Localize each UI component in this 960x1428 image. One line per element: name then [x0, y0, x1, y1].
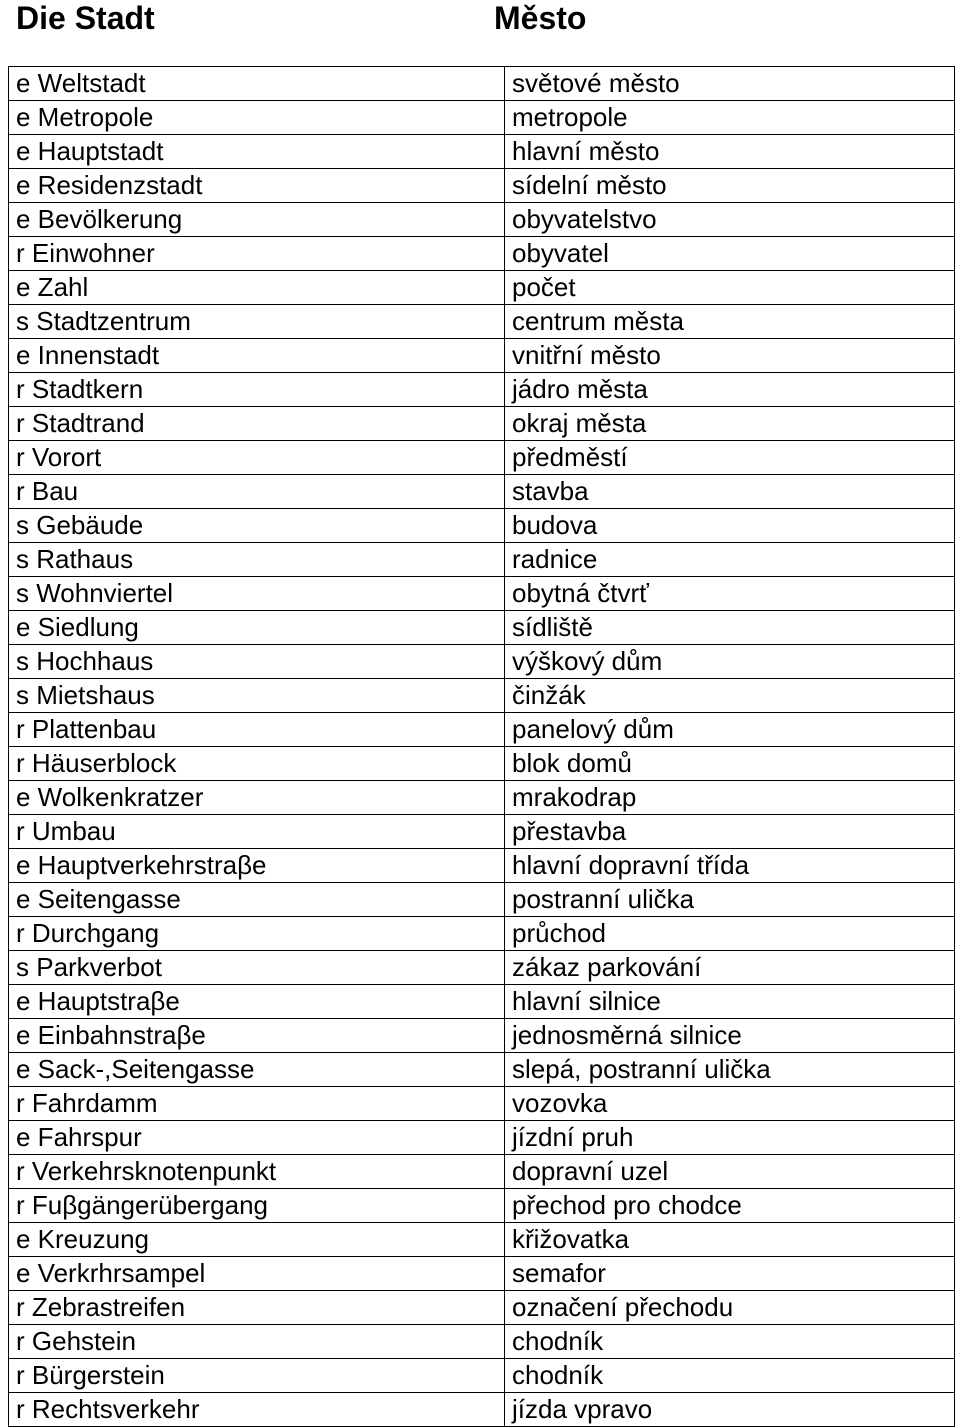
german-term: e Verkrhrsampel	[9, 1257, 505, 1291]
german-term: e Hauptstadt	[9, 135, 505, 169]
german-term: r Bürgerstein	[9, 1359, 505, 1393]
czech-translation: průchod	[505, 917, 955, 951]
table-row	[9, 509, 955, 543]
table-row	[9, 713, 955, 747]
table-row	[9, 1223, 955, 1257]
czech-translation: obyvatel	[505, 237, 955, 271]
german-term: e Siedlung	[9, 611, 505, 645]
czech-translation: jádro města	[505, 373, 955, 407]
table-row	[9, 407, 955, 441]
table-row	[9, 1155, 955, 1189]
german-heading: Die Stadt	[16, 0, 155, 36]
german-term: e Hauptverkehrstraβe	[9, 849, 505, 883]
czech-translation: přestavba	[505, 815, 955, 849]
table-row	[9, 169, 955, 203]
table-row	[9, 339, 955, 373]
table-row	[9, 1019, 955, 1053]
czech-translation: předměstí	[505, 441, 955, 475]
table-row	[9, 1359, 955, 1393]
vocabulary-table	[8, 66, 955, 1427]
german-term: e Innenstadt	[9, 339, 505, 373]
german-term: r Zebrastreifen	[9, 1291, 505, 1325]
table-row	[9, 101, 955, 135]
german-term: s Gebäude	[9, 509, 505, 543]
table-row	[9, 781, 955, 815]
czech-translation: postranní ulička	[505, 883, 955, 917]
german-term: e Seitengasse	[9, 883, 505, 917]
german-term: r Durchgang	[9, 917, 505, 951]
czech-translation: hlavní dopravní třída	[505, 849, 955, 883]
czech-translation: zákaz parkování	[505, 951, 955, 985]
table-row	[9, 1257, 955, 1291]
czech-translation: budova	[505, 509, 955, 543]
table-row	[9, 305, 955, 339]
table-row	[9, 917, 955, 951]
german-term: r Rechtsverkehr	[9, 1393, 505, 1427]
table-row	[9, 611, 955, 645]
german-term: e Fahrspur	[9, 1121, 505, 1155]
czech-translation: blok domů	[505, 747, 955, 781]
german-term: e Bevölkerung	[9, 203, 505, 237]
german-term: r Einwohner	[9, 237, 505, 271]
table-row	[9, 1087, 955, 1121]
czech-translation: slepá, postranní ulička	[505, 1053, 955, 1087]
german-term: r Fahrdamm	[9, 1087, 505, 1121]
czech-translation: mrakodrap	[505, 781, 955, 815]
table-row	[9, 373, 955, 407]
german-term: r Häuserblock	[9, 747, 505, 781]
german-term: r Bau	[9, 475, 505, 509]
table-row	[9, 985, 955, 1019]
table-row	[9, 747, 955, 781]
german-term: s Parkverbot	[9, 951, 505, 985]
german-term: s Rathaus	[9, 543, 505, 577]
table-row	[9, 679, 955, 713]
table-row	[9, 1121, 955, 1155]
czech-translation: hlavní město	[505, 135, 955, 169]
czech-translation: světové město	[505, 67, 955, 101]
vocabulary-table-body	[9, 67, 955, 1427]
german-term: e Wolkenkratzer	[9, 781, 505, 815]
czech-translation: obyvatelstvo	[505, 203, 955, 237]
czech-translation: sídliště	[505, 611, 955, 645]
german-term: s Wohnviertel	[9, 577, 505, 611]
german-term: r Umbau	[9, 815, 505, 849]
german-term: r Plattenbau	[9, 713, 505, 747]
czech-translation: hlavní silnice	[505, 985, 955, 1019]
czech-translation: křižovatka	[505, 1223, 955, 1257]
czech-translation: chodník	[505, 1359, 955, 1393]
table-row	[9, 577, 955, 611]
czech-translation: semafor	[505, 1257, 955, 1291]
table-row	[9, 1189, 955, 1223]
table-row	[9, 645, 955, 679]
german-term: r Stadtkern	[9, 373, 505, 407]
table-row	[9, 951, 955, 985]
table-row	[9, 475, 955, 509]
czech-translation: stavba	[505, 475, 955, 509]
german-term: e Residenzstadt	[9, 169, 505, 203]
czech-translation: počet	[505, 271, 955, 305]
german-term: e Sack-,Seitengasse	[9, 1053, 505, 1087]
czech-translation: dopravní uzel	[505, 1155, 955, 1189]
czech-translation: okraj města	[505, 407, 955, 441]
german-term: s Mietshaus	[9, 679, 505, 713]
czech-translation: jízda vpravo	[505, 1393, 955, 1427]
table-row	[9, 135, 955, 169]
table-row	[9, 1325, 955, 1359]
german-term: r Fuβgängerübergang	[9, 1189, 505, 1223]
german-term: r Stadtrand	[9, 407, 505, 441]
table-row	[9, 815, 955, 849]
german-term: s Stadtzentrum	[9, 305, 505, 339]
german-term: e Einbahnstraβe	[9, 1019, 505, 1053]
czech-translation: vozovka	[505, 1087, 955, 1121]
czech-heading: Město	[494, 0, 587, 36]
table-row	[9, 543, 955, 577]
german-term: r Verkehrsknotenpunkt	[9, 1155, 505, 1189]
german-term: e Metropole	[9, 101, 505, 135]
german-term: e Hauptstraβe	[9, 985, 505, 1019]
table-row	[9, 271, 955, 305]
german-term: e Weltstadt	[9, 67, 505, 101]
table-row	[9, 67, 955, 101]
table-row	[9, 203, 955, 237]
table-row	[9, 237, 955, 271]
german-term: s Hochhaus	[9, 645, 505, 679]
german-term: r Vorort	[9, 441, 505, 475]
czech-translation: radnice	[505, 543, 955, 577]
table-row	[9, 1053, 955, 1087]
czech-translation: sídelní město	[505, 169, 955, 203]
czech-translation: jízdní pruh	[505, 1121, 955, 1155]
czech-translation: jednosměrná silnice	[505, 1019, 955, 1053]
czech-translation: přechod pro chodce	[505, 1189, 955, 1223]
czech-translation: chodník	[505, 1325, 955, 1359]
czech-translation: centrum města	[505, 305, 955, 339]
czech-translation: výškový dům	[505, 645, 955, 679]
table-row	[9, 883, 955, 917]
table-row	[9, 1291, 955, 1325]
czech-translation: obytná čtvrť	[505, 577, 955, 611]
table-row	[9, 441, 955, 475]
table-row	[9, 849, 955, 883]
czech-translation: panelový dům	[505, 713, 955, 747]
czech-translation: vnitřní město	[505, 339, 955, 373]
czech-translation: činžák	[505, 679, 955, 713]
german-term: e Kreuzung	[9, 1223, 505, 1257]
table-row	[9, 1393, 955, 1427]
german-term: r Gehstein	[9, 1325, 505, 1359]
german-term: e Zahl	[9, 271, 505, 305]
czech-translation: metropole	[505, 101, 955, 135]
czech-translation: označení přechodu	[505, 1291, 955, 1325]
